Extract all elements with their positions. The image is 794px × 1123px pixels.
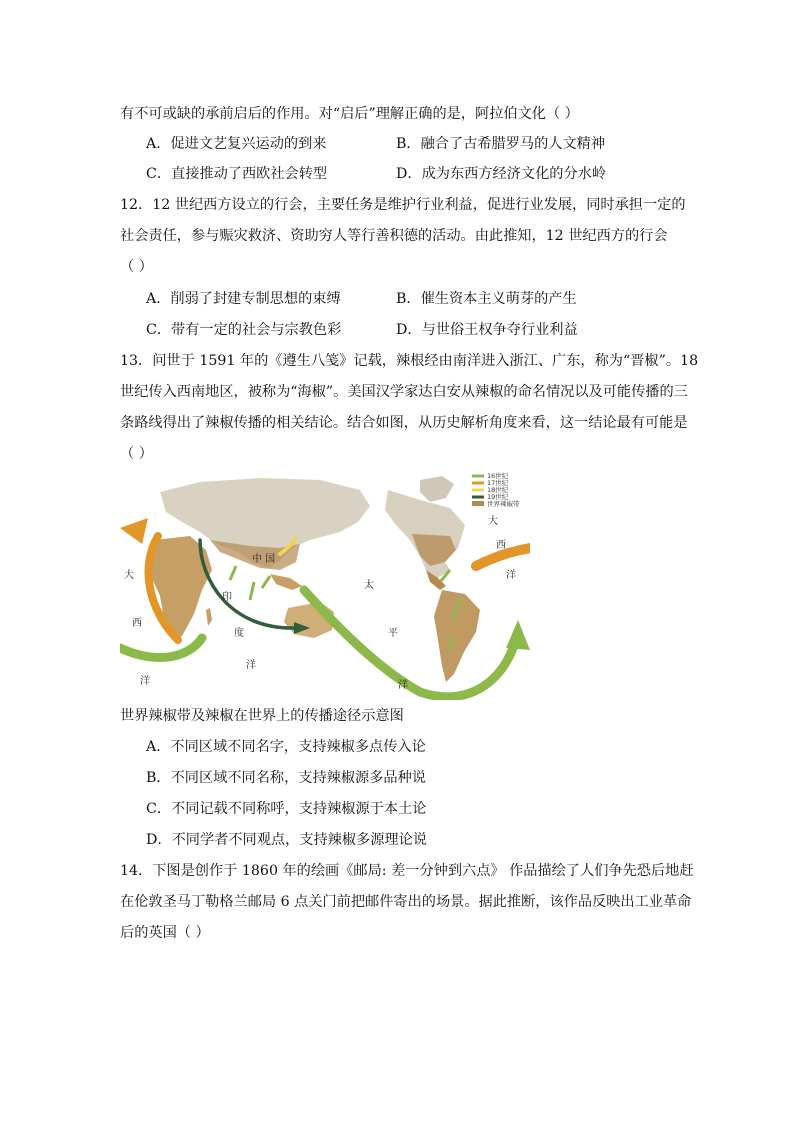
map-label-tai: 太 [364,580,374,591]
q12-option-d[interactable]: D．与世俗王权争夺行业利益 [396,322,578,338]
route-local-asia [230,566,270,600]
q11-stem-tail: 有不可或缺的承前启后的作用。对“启后”理解正确的是，阿拉伯文化（ ） [120,106,579,122]
q11-option-c[interactable]: C．直接推动了西欧社会转型 [146,166,328,182]
route-16c-pacific-arrowhead [506,620,530,650]
q13-stem-line4: （ ） [120,446,153,462]
q12-option-b[interactable]: B．催生资本主义萌芽的产生 [396,291,577,307]
q13-option-b[interactable]: B．不同区域不同名称，支持辣椒源多品种说 [146,770,426,786]
q11-option-d[interactable]: D．成为东西方经济文化的分水岭 [396,166,607,182]
pepper-spread-map [120,470,530,700]
map-label-ping: 平 [388,628,398,639]
q12-stem-line3: （ ） [120,259,153,275]
legend-18c: 18世纪 [487,486,509,494]
map-label-da-right: 大 [488,516,498,527]
landmass-madagascar [206,608,212,626]
q12-stem-line2: 社会责任，参与赈灾救济、资助穷人等行善积德的活动。由此推知，12 世纪西方的行会 [120,228,668,244]
q14-stem-line1: 14．下图是创作于 1860 年的绘画《邮局: 差一分钟到六点》 作品描绘了人们争先恐后地赶 [120,863,694,879]
route-16c-atlantic-africa [120,638,202,657]
q12-option-c[interactable]: C．带有一定的社会与宗教色彩 [146,322,342,338]
legend-16c: 16世纪 [487,472,509,480]
q11-option-b[interactable]: B．融合了古希腊罗马的人文精神 [396,136,606,152]
q13-option-d[interactable]: D．不同学者不同观点，支持辣椒多源理论说 [146,832,427,848]
q14-stem-line2: 在伦敦圣马丁勒格兰邮局 6 点关门前把邮件寄出的场景。据此推断，该作品反映出工业革命 [120,894,692,910]
landmass-north-america [385,490,465,578]
map-label-du: 度 [234,628,244,639]
q11-option-a[interactable]: A．促进文艺复兴运动的到来 [146,136,327,152]
map-label-yang-indian: 洋 [246,660,256,671]
map-label-da-left: 大 [124,570,134,581]
map-label-yang-right: 洋 [506,570,516,581]
legend-17c: 17世纪 [487,479,509,487]
route-16c-pacific [304,590,516,697]
map-label-yin: 印 [222,592,232,603]
map-label-yang-pacific: 洋 [398,680,408,691]
landmass-se-asia [270,574,302,590]
map-label-xi-right: 西 [496,540,506,551]
legend-belt: 世界辣椒带 [487,500,520,508]
route-17c-arrowhead [120,518,148,544]
map-label-china: 中 国 [252,554,276,565]
q13-stem-line2: 世纪传入西南地区，被称为“海椒”。美国汉学家达白安从辣椒的命名情况以及可能传播的三 [120,384,688,400]
map-label-yang-left: 洋 [140,676,150,687]
q12-stem-line1: 12．12 世纪西方设立的行会，主要任务是维护行业利益，促进行业发展，同时承担一定的 [120,197,686,213]
landmass-greenland [420,476,454,502]
q12-option-a[interactable]: A．削弱了封建专制思想的束缚 [146,291,341,307]
map-legend [472,471,520,508]
pepper-belt-north-america [412,534,456,566]
q13-option-c[interactable]: C．不同记载不同称呼，支持辣椒源于本土论 [146,801,427,817]
continents [148,476,480,682]
legend-19c: 19世纪 [487,493,509,501]
q13-stem-line1: 13．问世于 1591 年的《遵生八笺》记载，辣根经由南洋进入浙江、广东，称为“晋椒”。18 [120,353,699,369]
q13-option-a[interactable]: A．不同区域不同名字，支持辣椒多点传入论 [146,739,426,755]
q13-stem-line3: 条路线得出了辣椒传播的相关结论。结合如图，从历史解析角度来看，这一结论最有可能是 [120,415,688,431]
q13-figure-caption: 世界辣椒带及辣椒在世界上的传播途径示意图 [120,708,404,724]
q14-stem-line3: 后的英国（ ） [120,925,210,941]
map-label-xi-left: 西 [132,618,142,629]
